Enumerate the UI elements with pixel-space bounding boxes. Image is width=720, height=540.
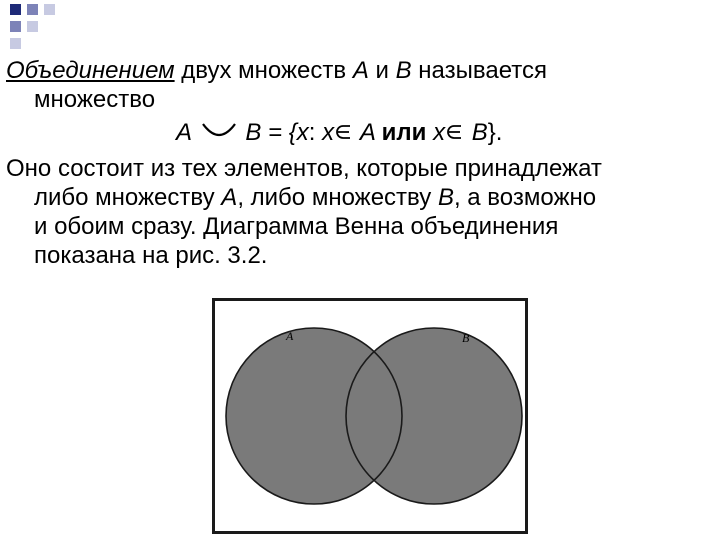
definition-line2: множество <box>34 86 156 113</box>
union-symbol-icon <box>199 118 239 142</box>
definition-term: Объединением <box>6 57 175 84</box>
venn-label-a: A <box>286 329 294 343</box>
explanation-line3: и обоим сразу. Диаграмма Венна объединения <box>34 213 559 240</box>
venn-label-b: B <box>462 331 470 345</box>
union-formula: A B = {x: x A или x B}. <box>176 119 503 146</box>
definition-paragraph: Объединением двух множеств A и B называется множество <box>6 57 547 113</box>
element-of-icon <box>334 122 354 142</box>
explanation-line1: Оно состоит из тех элементов, которые принадлежат <box>6 155 602 182</box>
venn-set-b-circle <box>346 328 522 504</box>
explanation-line4: показана на рис. 3.2. <box>34 242 268 269</box>
venn-diagram-figure <box>212 298 528 534</box>
explanation-line2: либо множеству A, либо множеству B, а возможно <box>34 184 597 211</box>
explanation-paragraph <box>6 154 602 270</box>
element-of-icon <box>445 122 465 142</box>
slide-bullet-decoration <box>0 0 80 52</box>
